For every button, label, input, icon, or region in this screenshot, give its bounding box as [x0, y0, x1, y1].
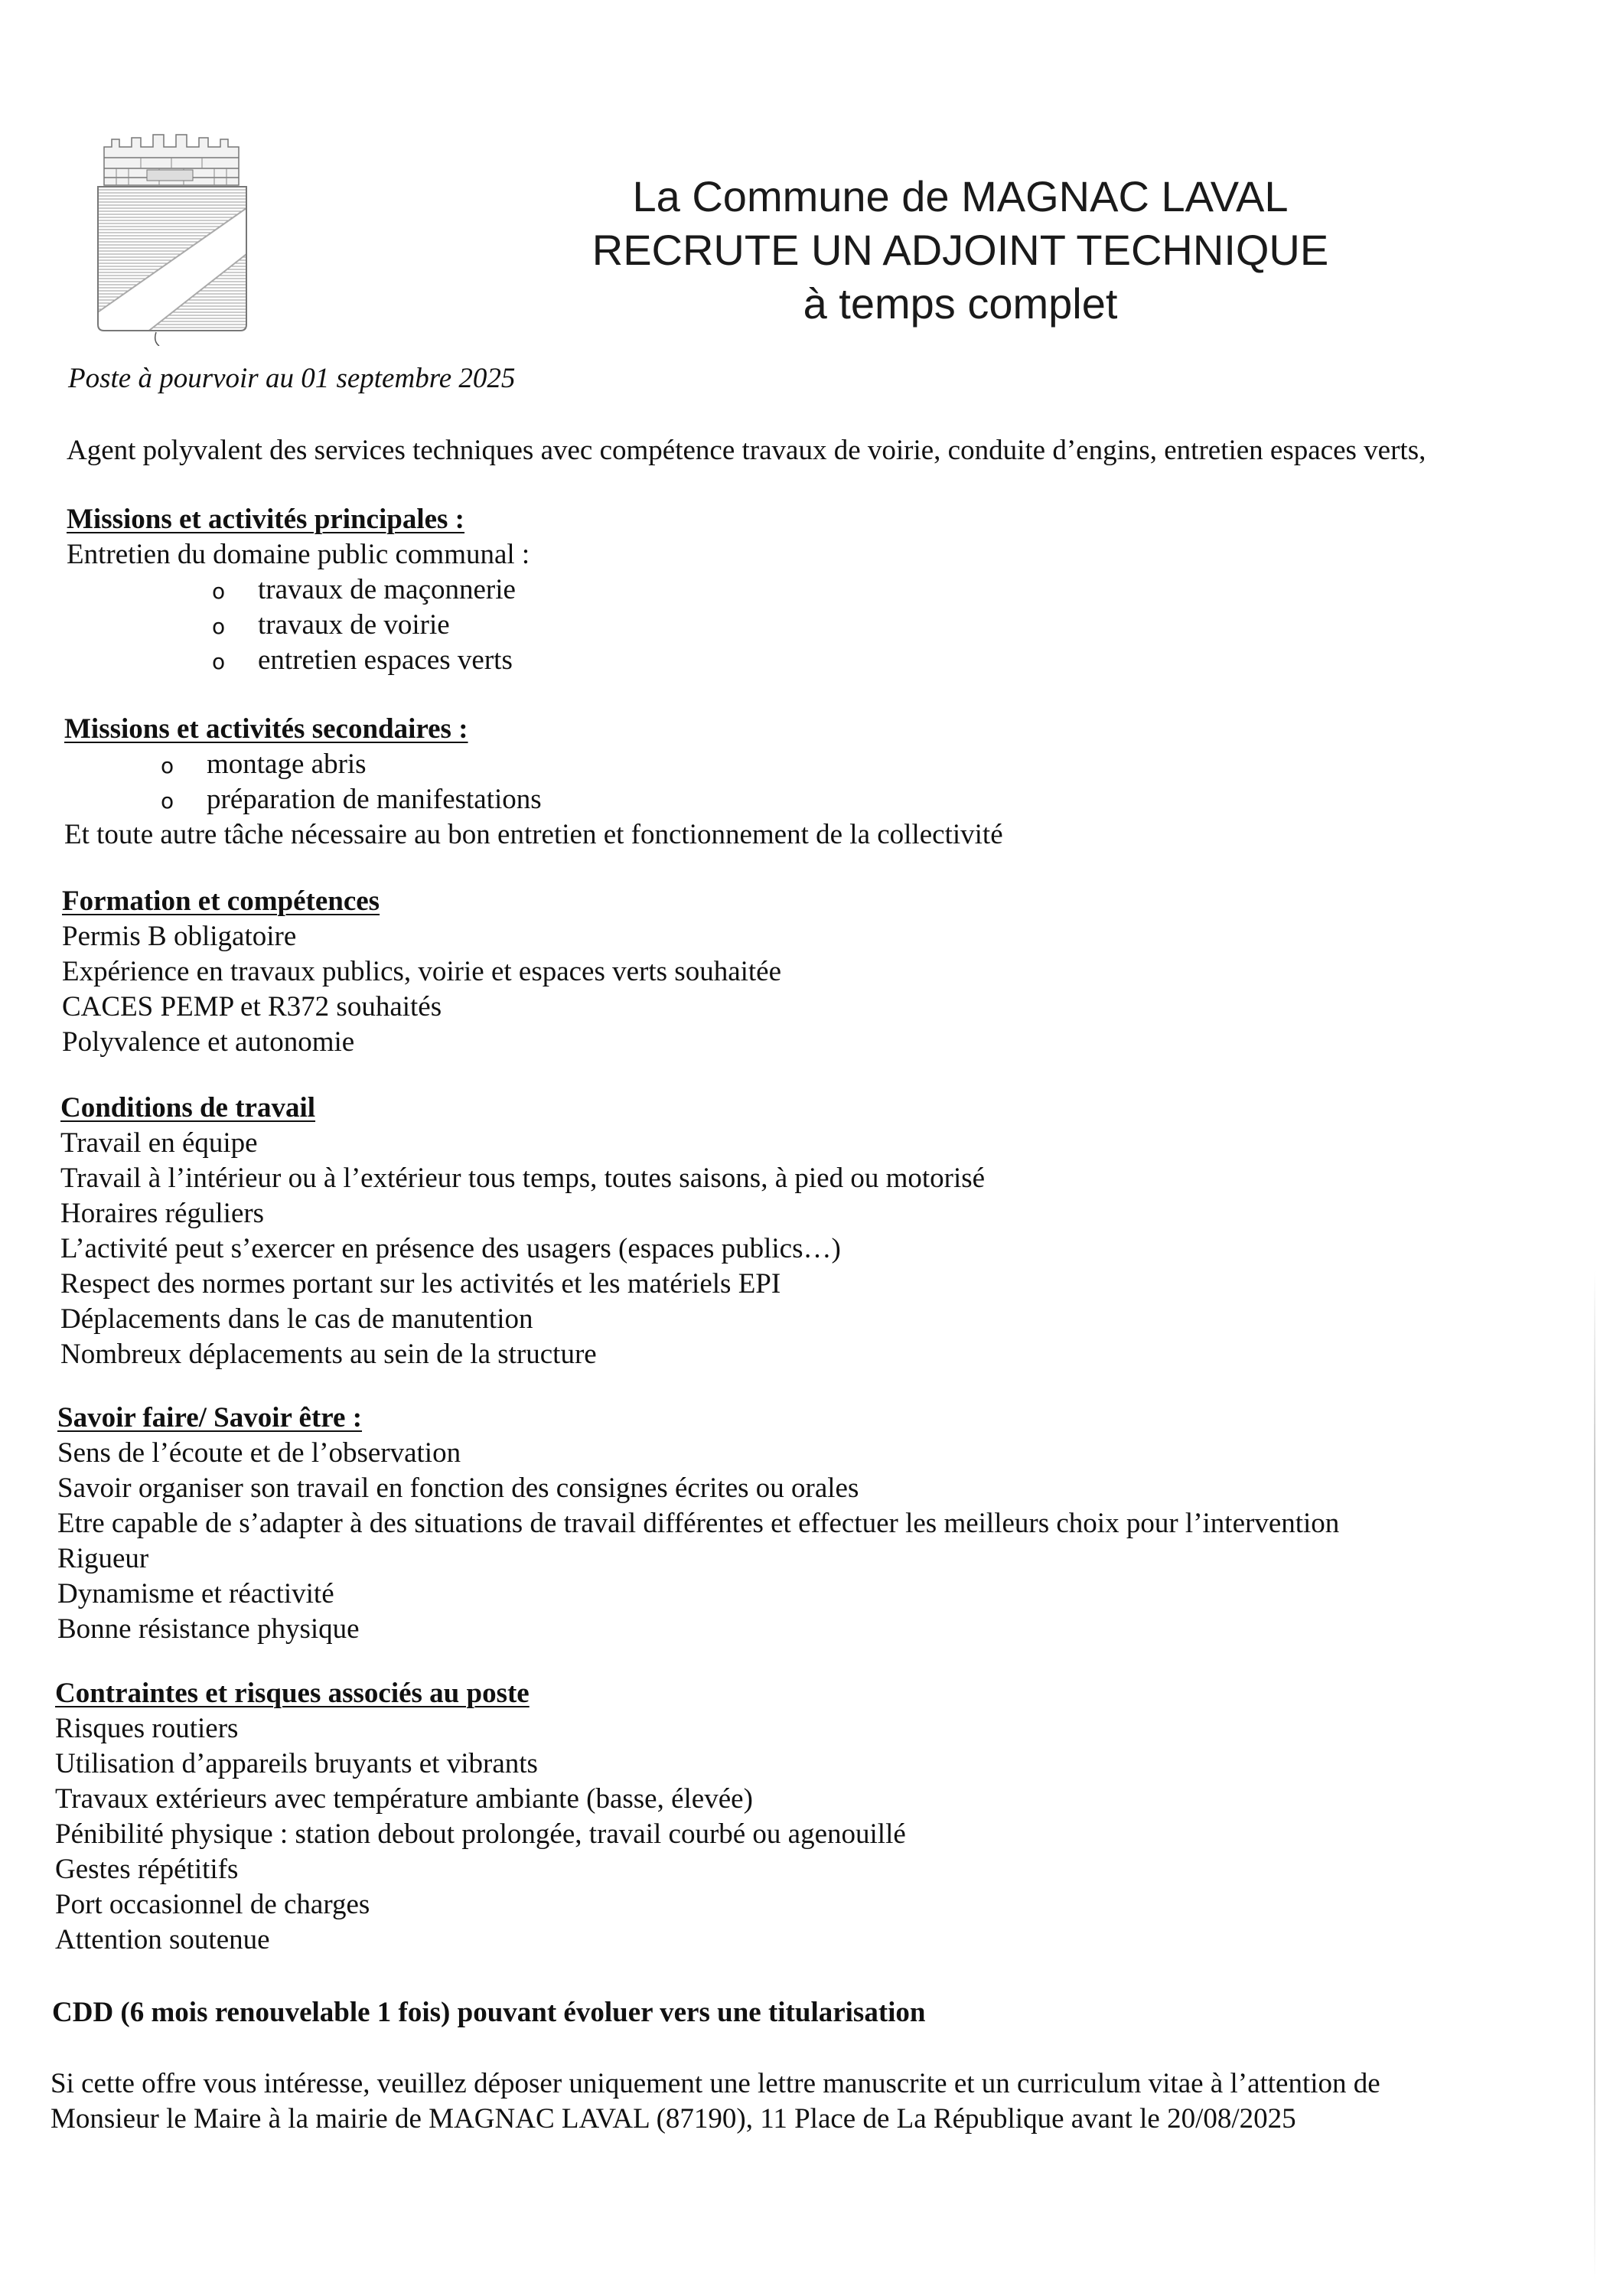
- section-trailing-text: Et toute autre tâche nécessaire au bon entretien et fonctionnement de la collectivité: [64, 819, 1003, 850]
- section-lead: Entretien du domaine public communal :: [67, 539, 530, 570]
- list-item: Etre capable de s’adapter à des situations de travail différentes et effectuer les meilleurs choix pour l’intervention: [57, 1508, 1340, 1539]
- list-item: Bonne résistance physique: [57, 1613, 360, 1645]
- list-item: o préparation de manifestations: [64, 782, 1003, 817]
- contraintes-section: [55, 1676, 906, 1958]
- contract-type-text: CDD (6 mois renouvelable 1 fois) pouvant évoluer vers une titularisation: [52, 1997, 926, 2028]
- bullet-icon: o: [161, 753, 174, 778]
- section-heading: Missions et activités principales :: [67, 504, 465, 535]
- list-item: o montage abris: [64, 747, 1003, 782]
- list-item: Pénibilité physique : station debout prolongée, travail courbé ou agenouillé: [55, 1818, 906, 1850]
- list-item: Savoir organiser son travail en fonction des consignes écrites ou orales: [57, 1473, 859, 1504]
- bullet-icon: o: [212, 649, 226, 674]
- list-item: Respect des normes portant sur les activités et les matériels EPI: [60, 1268, 781, 1300]
- list-item: Travail en équipe: [60, 1127, 258, 1159]
- instructions-line-2: Monsieur le Maire à la mairie de MAGNAC LAVAL (87190), 11 Place de La République avant le 20/08/2025: [51, 2103, 1296, 2135]
- bullet-icon: o: [161, 788, 174, 814]
- section-heading: Missions et activités secondaires :: [64, 713, 468, 745]
- conditions-section: [60, 1091, 985, 1372]
- list-item: Risques routiers: [55, 1713, 239, 1744]
- section-heading: Conditions de travail: [60, 1092, 316, 1124]
- section-heading: Savoir faire/ Savoir être :: [57, 1402, 363, 1433]
- coat-of-arms-logo: [93, 124, 250, 346]
- list-item: Horaires réguliers: [60, 1198, 265, 1229]
- missions-secondaires-section: [64, 712, 1003, 853]
- bullet-icon: o: [212, 614, 226, 639]
- list-item: Nombreux déplacements au sein de la structure: [60, 1339, 597, 1370]
- list-item: o entretien espaces verts: [67, 643, 530, 678]
- list-item: Gestes répétitifs: [55, 1854, 239, 1885]
- page-title: [459, 170, 1462, 331]
- list-item: Attention soutenue: [55, 1924, 270, 1955]
- list-item: o travaux de voirie: [67, 608, 530, 643]
- savoir-section: [57, 1401, 1339, 1647]
- section-heading: Formation et compétences: [62, 885, 380, 917]
- missions-principales-section: [67, 502, 530, 678]
- list-item: Polyvalence et autonomie: [62, 1026, 355, 1058]
- scan-edge-line: [1594, 1270, 1595, 2281]
- title-line-3: à temps complet: [803, 279, 1118, 328]
- list-item: L’activité peut s’exercer en présence des usagers (espaces publics…): [60, 1233, 841, 1264]
- bullet-icon: o: [212, 579, 226, 604]
- title-line-2: RECRUTE UN ADJOINT TECHNIQUE: [592, 226, 1329, 274]
- list-item: Travaux extérieurs avec température ambiante (basse, élevée): [55, 1783, 753, 1815]
- list-item: Permis B obligatoire: [62, 921, 297, 952]
- list-item: Déplacements dans le cas de manutention: [60, 1303, 533, 1335]
- list-item: o travaux de maçonnerie: [67, 572, 530, 608]
- application-instructions: [51, 2066, 1380, 2137]
- list-item: Rigueur: [57, 1543, 149, 1574]
- list-item: Port occasionnel de charges: [55, 1889, 370, 1920]
- start-date-text: Poste à pourvoir au 01 septembre 2025: [68, 363, 516, 394]
- list-item: Utilisation d’appareils bruyants et vibrants: [55, 1748, 538, 1779]
- list-item: Sens de l’écoute et de l’observation: [57, 1437, 461, 1469]
- list-item: Dynamisme et réactivité: [57, 1578, 334, 1609]
- intro-text: Agent polyvalent des services techniques avec compétence travaux de voirie, conduite d’engins, entretien espaces verts,: [67, 435, 1426, 466]
- title-line-1: La Commune de MAGNAC LAVAL: [632, 172, 1289, 220]
- section-heading: Contraintes et risques associés au poste: [55, 1678, 530, 1709]
- instructions-line-1: Si cette offre vous intéresse, veuillez déposer uniquement une lettre manuscrite et un curriculum vitae à l’attention de: [51, 2068, 1380, 2099]
- list-item: Travail à l’intérieur ou à l’extérieur tous temps, toutes saisons, à pied ou motorisé: [60, 1163, 986, 1194]
- formation-section: [62, 884, 781, 1060]
- list-item: CACES PEMP et R372 souhaités: [62, 991, 442, 1022]
- list-item: Expérience en travaux publics, voirie et espaces verts souhaitée: [62, 956, 782, 987]
